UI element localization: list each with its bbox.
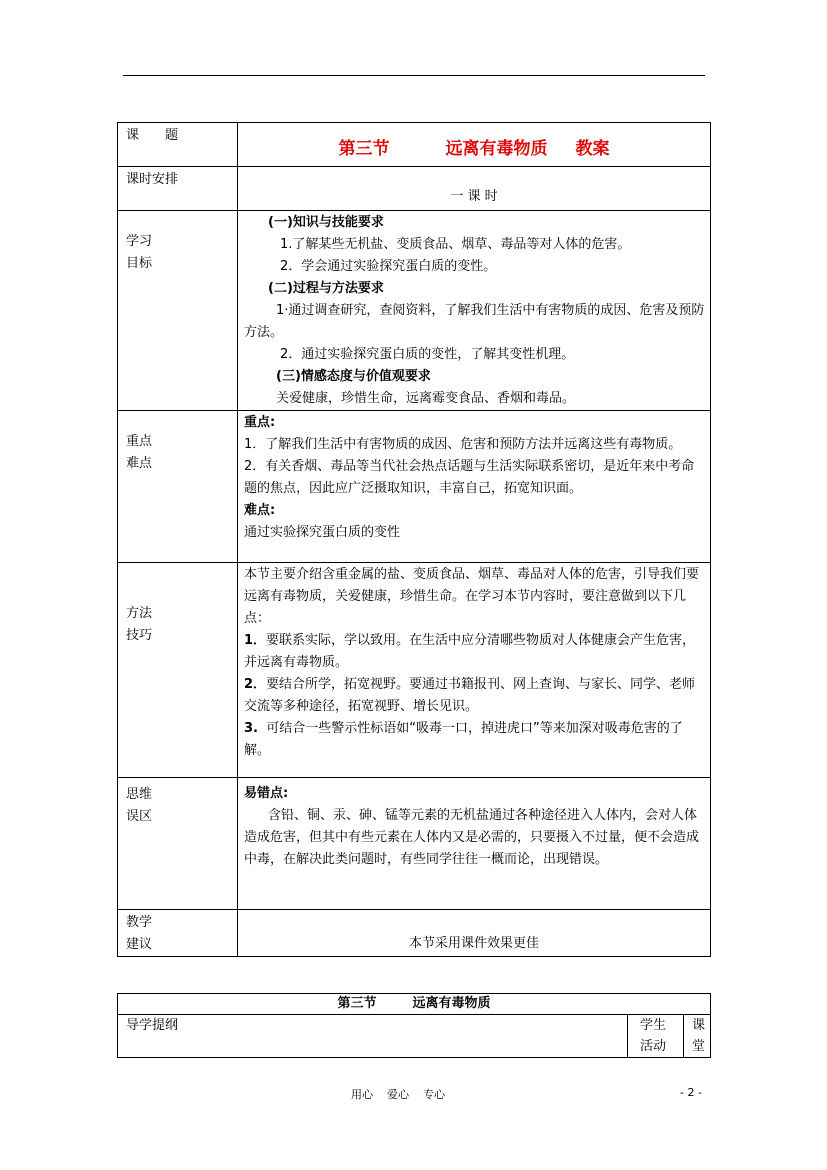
- row-advice: [118, 910, 711, 957]
- student-activity-header: [628, 1015, 684, 1058]
- classroom-header: [684, 1015, 711, 1058]
- methods-point-1-num: 1．: [244, 633, 267, 648]
- key-point-2: 2．有关香烟、毒品等当代社会热点话题与生活实际联系密切，是近年来中考命题的焦点，因此应广泛摄取知识，丰富自己，拓宽知识面。: [244, 459, 695, 496]
- schedule-value: 一 课 时: [238, 167, 711, 211]
- focus-label-a: 重点: [126, 434, 153, 449]
- difficult-points-heading: 难点:: [244, 503, 276, 518]
- focus-label-b: 难点: [126, 456, 153, 471]
- guided-study-table: [117, 993, 711, 1058]
- row-methods: [118, 563, 711, 778]
- key-point-1: 1．了解我们生活中有害物质的成因、危害和预防方法并远离这些有毒物质。: [244, 437, 682, 452]
- methods-point-1: [244, 630, 706, 674]
- objectives-label-b: 目标: [126, 256, 153, 271]
- difficult-point-1: 通过实验探究蛋白质的变性: [244, 525, 401, 540]
- mistakes-label-a: 思维: [126, 787, 153, 802]
- row-schedule: [118, 167, 711, 211]
- title-section: 第三节: [338, 139, 390, 159]
- mistakes-content: [238, 778, 711, 910]
- methods-point-3: [244, 718, 706, 762]
- objectives-heading-1: (一)知识与技能要求: [268, 215, 384, 230]
- page-number: - 2 -: [680, 1086, 702, 1099]
- mistakes-label: [118, 778, 238, 910]
- guided-study-section: 第三节: [337, 996, 377, 1011]
- key-points-heading: 重点:: [244, 415, 276, 430]
- mistakes-label-b: 误区: [126, 809, 153, 824]
- methods-point-2-text: 要结合所学，拓宽视野。要通过书籍报刊、网上查询、与家长、同学、老师交流等多种途径，拓宽视野、增长见识。: [244, 677, 696, 714]
- methods-point-1-text: 要联系实际，学以致用。在生活中应分清哪些物质对人体健康会产生危害，并远离有毒物质。: [244, 633, 696, 670]
- objectives-heading-2: (二)过程与方法要求: [268, 281, 384, 296]
- guided-study-topic: 远离有毒物质: [412, 996, 491, 1011]
- footer-motto: [351, 1086, 445, 1102]
- methods-intro: 本节主要介绍含重金属的盐、变质食品、烟草、毒品对人体的危害，引导我们要远离有毒物质，关爱健康，珍惜生命。在学习本节内容时，要注意做到以下几点：: [244, 567, 700, 626]
- guide-outline-header: 导学提纲: [118, 1015, 628, 1058]
- advice-label-a: 教学: [126, 915, 153, 930]
- header-rule: [123, 75, 705, 76]
- objectives-label: [118, 211, 238, 411]
- objectives-label-a: 学习: [126, 234, 153, 249]
- methods-point-2: [244, 674, 706, 718]
- student-activity-b: 活动: [640, 1039, 667, 1054]
- row-topic: [118, 123, 711, 167]
- methods-point-2-num: 2．: [244, 677, 267, 692]
- guided-study-title-row: [118, 994, 711, 1015]
- student-activity-a: 学生: [640, 1018, 667, 1033]
- row-mistakes: [118, 778, 711, 910]
- row-objectives: [118, 211, 711, 411]
- advice-value: 本节采用课件效果更佳: [238, 910, 711, 957]
- guided-study-title: [118, 994, 711, 1015]
- footer-motto-c: 专心: [423, 1088, 445, 1101]
- footer-motto-a: 用心: [351, 1088, 373, 1101]
- advice-label: [118, 910, 238, 957]
- advice-label-b: 建议: [126, 937, 153, 952]
- objectives-content: [238, 211, 711, 411]
- topic-label: 课 题: [118, 123, 238, 167]
- title-topic: 远离有毒物质: [445, 139, 548, 159]
- title-plan: 教案: [575, 139, 610, 159]
- classroom-b: 堂: [692, 1039, 706, 1054]
- objectives-item-1-2: 2．学会通过实验探究蛋白质的变性。: [280, 259, 497, 274]
- focus-label: [118, 411, 238, 563]
- classroom-a: 课: [692, 1018, 706, 1033]
- methods-label-b: 技巧: [126, 628, 153, 643]
- objectives-item-2-1: 1·通过调查研究，查阅资料，了解我们生活中有害物质的成因、危害及预防方法。: [244, 303, 705, 340]
- objectives-heading-3: (三)情感态度与价值观要求: [276, 369, 431, 384]
- mistakes-heading: 易错点:: [244, 786, 289, 801]
- methods-label: [118, 563, 238, 778]
- mistakes-body: 含铅、铜、汞、砷、锰等元素的无机盐通过各种途径进入人体内，会对人体造成危害，但其中有些元素在人体内又是必需的，只要摄入不过量，便不会造成中毒，在解决此类问题时，有些同学往往一概而论，出现错误。: [244, 808, 700, 867]
- schedule-label: 课时安排: [118, 167, 238, 211]
- methods-label-a: 方法: [126, 606, 153, 621]
- lesson-title: [238, 123, 711, 167]
- footer-motto-b: 爱心: [387, 1088, 409, 1101]
- lesson-plan-table: [117, 122, 711, 957]
- methods-content: [238, 563, 711, 778]
- row-focus: [118, 411, 711, 563]
- methods-point-3-num: 3.: [244, 721, 258, 736]
- methods-point-3-text: 可结合一些警示性标语如“吸毒一口，掉进虎口”等来加深对吸毒危害的了解。: [244, 721, 683, 758]
- objectives-item-2-2: 2．通过实验探究蛋白质的变性，了解其变性机理。: [280, 347, 575, 362]
- guided-study-header-row: [118, 1015, 711, 1058]
- objectives-item-1-1: 1.了解某些无机盐、变质食品、烟草、毒品等对人体的危害。: [280, 237, 631, 252]
- focus-content: [238, 411, 711, 563]
- objectives-item-3-1: 关爱健康，珍惜生命，远离霉变食品、香烟和毒品。: [276, 391, 576, 406]
